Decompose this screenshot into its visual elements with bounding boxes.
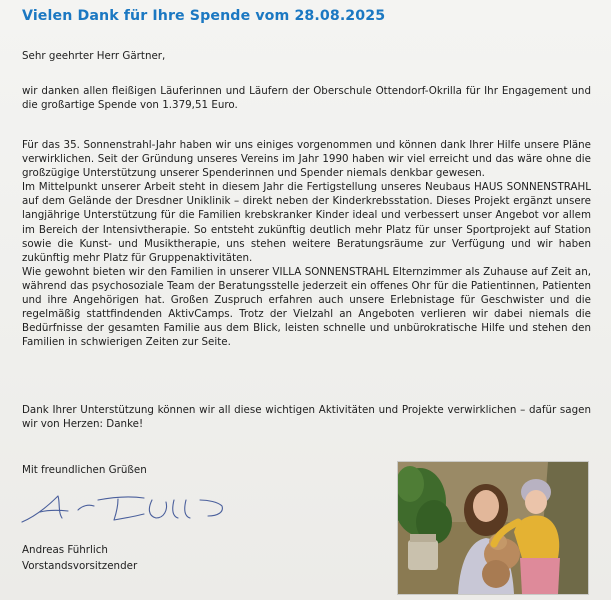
intro-paragraph: wir danken allen fleißigen Läuferinnen und Läufern der Oberschule Ottendorf-Okrilla für Ihr Engagement und die großartige Spende von 1.379,51 Euro. <box>22 85 591 112</box>
handwritten-signature <box>18 488 228 528</box>
salutation: Sehr geehrter Herr Gärtner, <box>22 50 166 62</box>
family-photo <box>397 461 589 595</box>
signer-role: Vorstandsvorsitzender <box>22 560 138 572</box>
closing-paragraph: Dank Ihrer Unterstützung können wir all diese wichtigen Aktivitäten und Projekte verwirklichen – dafür sagen wir von Herzen: Danke! <box>22 404 591 431</box>
paragraph-services: Wie gewohnt bieten wir den Familien in unserer VILLA SONNENSTRAHL Elternzimmer als Zuhause auf Zeit an, während das psychosoziale Team der Beratungsstelle jederzeit ein offenes Ohr für die Patientinnen, Patienten und ihre Angehörigen hat. Großen Zuspruch erfahren auch unsere Erlebnistage für Geschwister und die regelmäßig stattfindenden AktivCamps. Trotz der Vielzahl an Angeboten verlieren wir dabei niemals die Bedürfnisse der gesamten Familie aus dem Blick, leisten schnelle und unbürokratische Hilfe und stehen den Familien in schwierigen Zeiten zur Seite. <box>22 265 591 349</box>
regards: Mit freundlichen Grüßen <box>22 464 147 476</box>
letter-title: Vielen Dank für Ihre Spende vom 28.08.2025 <box>22 8 386 24</box>
body-paragraphs <box>22 138 591 349</box>
signer-name: Andreas Führlich <box>22 544 108 556</box>
paragraph-anniversary: Für das 35. Sonnenstrahl-Jahr haben wir uns einiges vorgenommen und können dank Ihrer Hilfe unsere Pläne verwirklichen. Seit der Gründung unseres Vereins im Jahr 1990 haben wir viel erreicht und das wäre ohne die großzügige Unterstützung unserer Spenderinnen und Spender niemals denkbar gewesen. <box>22 139 591 180</box>
paragraph-new-building: Im Mittelpunkt unserer Arbeit steht in diesem Jahr die Fertigstellung unseres Neubaus HAUS SONNENSTRAHL auf dem Gelände der Dresdner Uniklinik – direkt neben der Kinderkrebsstation. Dieses Projekt ergänzt unsere langjährige Unterstützung für die Familien krebskranker Kinder ideal und verbessert unser Angebot vor allem im Bereich der Intensivtherapie. So entsteht zukünftig deutlich mehr Platz für unser Sportprojekt auf Station sowie die Kunst- und Musiktherapie, uns stehen weitere Beratungsräume zur Verfügung und wir haben zukünftig mehr Platz für Gruppenaktivitäten. <box>22 181 591 264</box>
